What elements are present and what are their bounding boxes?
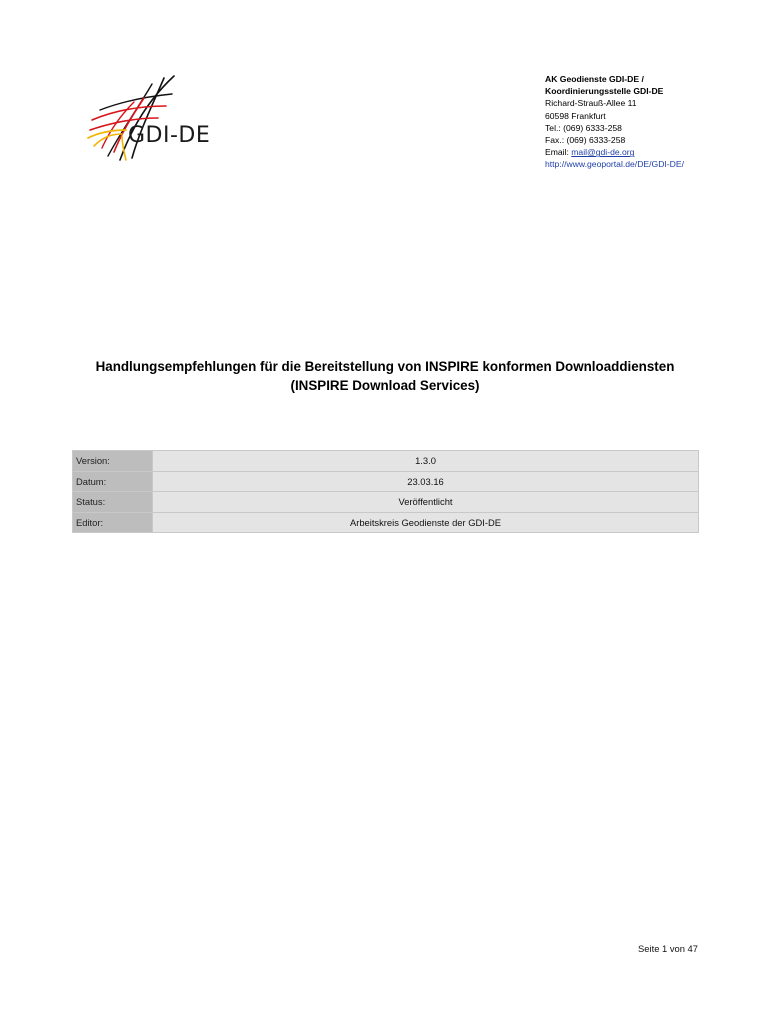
page-number: Seite 1 von 47 — [638, 943, 698, 954]
contact-street: Richard-Strauß-Allee 11 — [545, 98, 637, 109]
meta-value: Veröffentlicht — [153, 492, 699, 513]
meta-value: Arbeitskreis Geodienste der GDI-DE — [153, 512, 699, 533]
document-title — [40, 358, 730, 395]
meta-label: Editor: — [73, 512, 153, 533]
meta-label: Datum: — [73, 471, 153, 492]
title-line2: (INSPIRE Download Services) — [290, 377, 480, 393]
document-meta-table — [72, 450, 699, 533]
meta-row-version — [73, 451, 699, 472]
meta-row-status — [73, 492, 699, 513]
gdi-de-logo — [86, 72, 226, 164]
meta-row-editor — [73, 512, 699, 533]
contact-city: 60598 Frankfurt — [545, 110, 606, 121]
contact-email-label: Email: — [545, 147, 572, 158]
meta-row-date — [73, 471, 699, 492]
contact-block — [545, 73, 684, 171]
contact-fax: Fax.: (069) 6333-258 — [545, 135, 626, 146]
contact-email-row — [545, 146, 684, 158]
contact-org-line1: AK Geodienste GDI-DE / — [545, 74, 644, 84]
contact-email-link[interactable]: mail@gdi-de.org — [571, 147, 635, 158]
contact-url[interactable]: http://www.geoportal.de/DE/GDI-DE/ — [545, 159, 684, 170]
contact-tel: Tel.: (069) 6333-258 — [545, 122, 622, 133]
contact-org-line2: Koordinierungsstelle GDI-DE — [545, 86, 664, 97]
meta-value: 1.3.0 — [153, 451, 699, 472]
meta-label: Status: — [73, 492, 153, 513]
meta-value: 23.03.16 — [153, 471, 699, 492]
title-line1: Handlungsempfehlungen für die Bereitstellung von INSPIRE konformen Downloaddiensten — [95, 359, 675, 374]
logo-wordmark: GDI-DE — [128, 123, 211, 148]
meta-label: Version: — [73, 451, 153, 472]
